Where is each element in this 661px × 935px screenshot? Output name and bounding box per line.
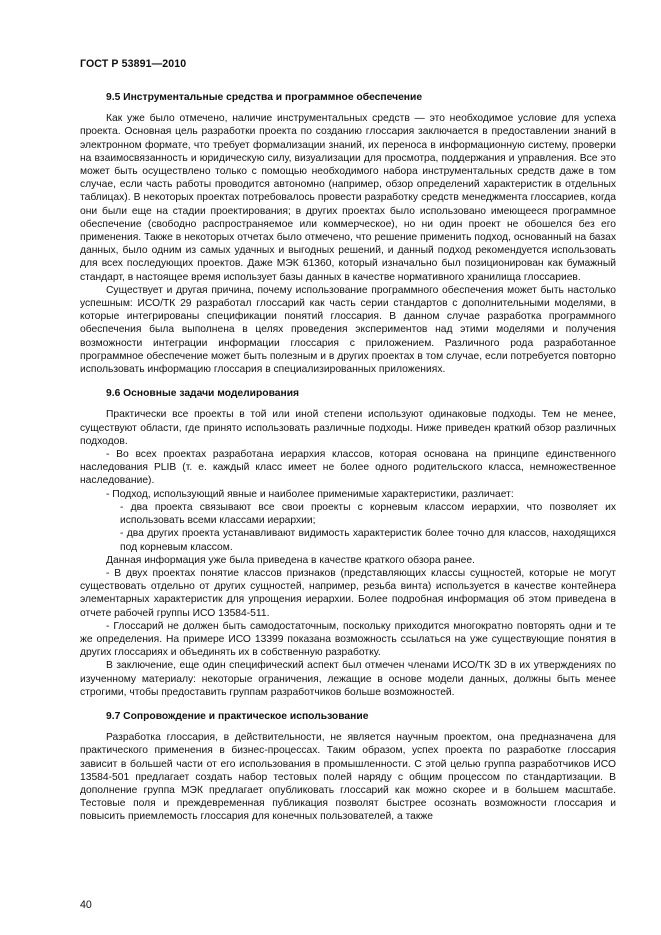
paragraph: Разработка глоссария, в действительности, не является научным проектом, она предназначена для практического применения в бизнес-процессах. Таким образом, успех проекта по разработке глоссария зависит в большей части от его использования в промышленности. С этой целью группа разработчиков ИСО 13584-501 предлагает создать набор тестовых полей наряду с общим процессом по стандартизации. В дополнение группа МЭК предлагает опубликовать глоссарий как можно скорее и в большем масштабе. Тестовые поля и преждевременная публикация позволят быстрее осознать возможности глоссария и повысить приемлемость глоссария для конечных пользователей, а также — [80, 732, 616, 823]
page-number: 40 — [80, 899, 92, 911]
section-heading: 9.6 Основные задачи моделирования — [106, 388, 300, 400]
list-item: - Во всех проектах разработана иерархия классов, которая основана на принципе единственного наследования PLIB (т. е. каждый класс имеет не более одного родительского класса, немножественное наследование). — [80, 449, 616, 487]
list-item: - Подход, использующий явные и наиболее применимые характеристики, различает: — [106, 488, 514, 500]
section-9-7 — [80, 710, 616, 824]
paragraph: Данная информация уже была приведена в качестве краткого обзора ранее. — [106, 554, 475, 566]
paragraph: Практически все проекты в той или иной степени используют одинаковые подходы. Тем не менее, существуют области, где принято использовать различные подходы. Ниже приведен краткий обзор различных подходов. — [80, 409, 616, 447]
paragraph: Существует и другая причина, почему использование программного обеспечения может быть настолько успешным: ИСО/ТК 29 разработал глоссарий как часть серии стандартов с дополнительными моделями, в которые интегрированы спецификации понятий глоссария. В данном случае разработка программного обеспечения была выполнена в целях проведения экспериментов над этими моделями и получения возможности интеграции информации глоссария с приложением. Различного рода разработанное программное обеспечение может быть полезным и в других проектах в том случае, если потребуется повторно использовать информацию глоссария в специализированных приложениях. — [80, 284, 616, 376]
section-9-5 — [80, 91, 616, 376]
document-body — [80, 91, 616, 835]
standard-header: ГОСТ Р 53891—2010 — [80, 58, 187, 70]
paragraph: В заключение, еще один специфический аспект был отмечен членами ИСО/ТК 3D в их утверждениях по изученному материалу: некоторые ограничения, лежащие в основе модели данных, должны быть менее строгими, чтобы предоставить группам разработчиков больше возможностей. — [80, 660, 616, 698]
section-heading: 9.7 Сопровождение и практическое использование — [106, 710, 369, 722]
section-heading: 9.5 Инструментальные средства и программное обеспечение — [106, 92, 423, 103]
sub-list-item: - два проекта связывают все свои проекты с корневым классом иерархии, что позволяет их использовать всеми классами иерархии; — [120, 501, 616, 527]
paragraph: Как уже было отмечено, наличие инструментальных средств — это необходимое условие для успеха проекта. Основная цель разработки проекта по созданию глоссария заключается в предоставлении знаний в электронном формате, что требует формализации знаний, их переноса в информационную систему, проверки на взаимосвязанность и юридическую силу, визуализации для просмотра, поддержания и управления. Все это может быть осуществлено только с помощью необходимого набора инструментальных средств даже в том случае, если часть работы проводится автономно (например, обзор определений характеристик в отдельных таблицах). В некоторых проектах потребовалось провести разработку средств менеджмента глоссариев, когда они были еще на стадии проектирования; в других проектах было использовано имеющееся программное обеспечение (свободно распространяемое или коммерческое), но ни один проект не обошелся без его применения. Также в некоторых отчетах было отмечено, что решение применить подход, основанный на базах данных, было одним из самых удачных и выгодных решений, и данный подход рекомендуется использовать для всех последующих проектов. Даже МЭК 61360, который изначально был позиционирован как бумажный стандарт, в настоящее время использует базы данных в качестве нормативного хранилища глоссариев. — [80, 113, 616, 283]
list-item: - В двух проектах понятие классов признаков (представляющих классы сущностей, которые не могут существовать отдельно от других сущностей, например, резьба винта) используется в качестве контейнера элементарных характеристик для упрощения иерархии. Более подробная информация об этом приведена в отчете рабочей группы ИСО 13584-511. — [80, 567, 616, 619]
section-9-6 — [80, 387, 616, 699]
list-item: - Глоссарий не должен быть самодостаточным, поскольку приходится многократно повторять одни и те же определения. На примере ИСО 13399 показана возможность ссылаться на уже существующие понятия в других глоссариях и объединять их в собственную разработку. — [80, 620, 616, 659]
sub-list-item: - два других проекта устанавливают видимость характеристик более точно для классов, находящихся под корневым классом. — [120, 528, 616, 553]
